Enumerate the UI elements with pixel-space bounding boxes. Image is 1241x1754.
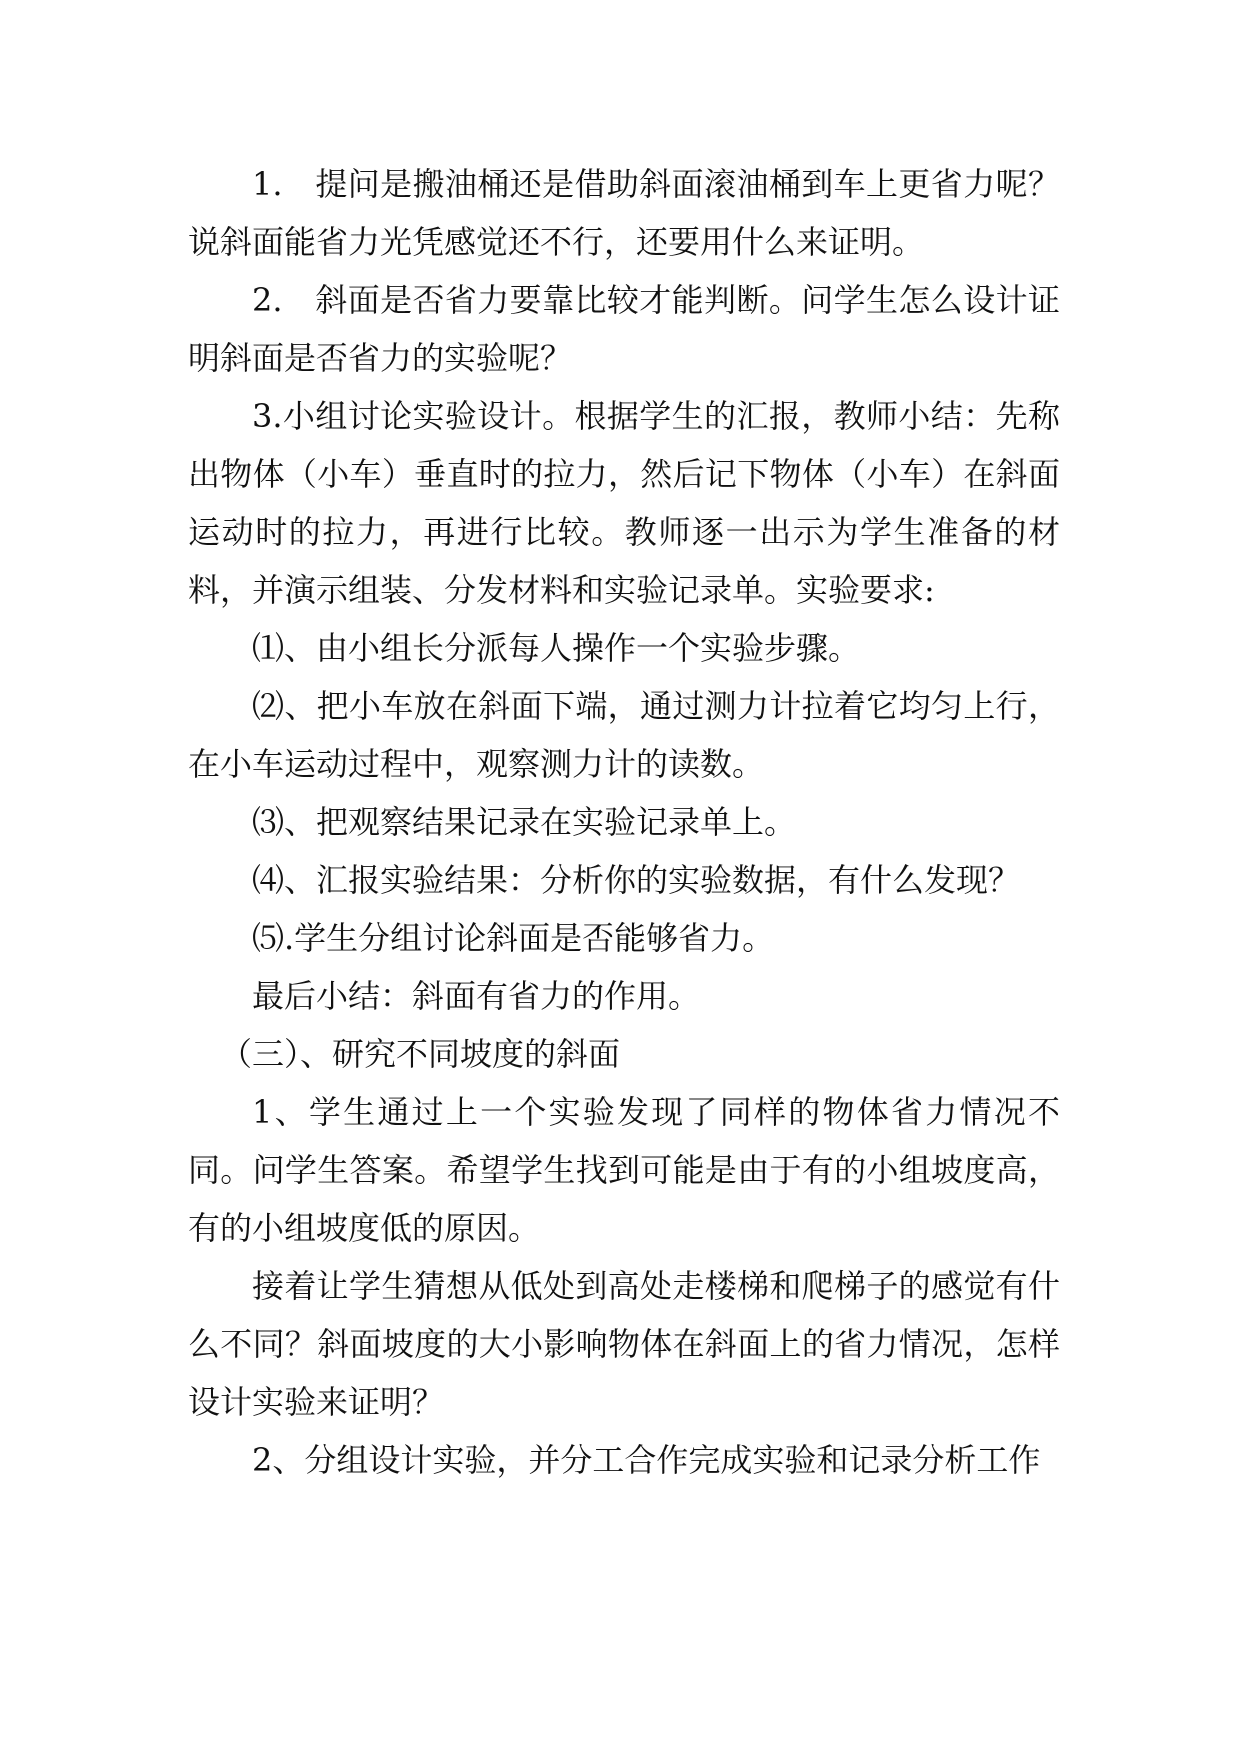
- paragraph-summary: 最后小结：斜面有省力的作用。: [252, 977, 701, 1015]
- paragraph-requirement-2: ⑵、把小车放在斜面下端，通过测力计拉着它均匀上行，在小车运动过程中，观察测力计的读数。: [188, 687, 1060, 783]
- paragraph-requirement-4: ⑷、汇报实验结果：分析你的实验数据，有什么发现？: [252, 861, 1021, 899]
- paragraph-requirement-5: ⑸.学生分组讨论斜面是否能够省力。: [252, 919, 775, 957]
- section-heading: （三）、研究不同坡度的斜面: [220, 1035, 621, 1073]
- paragraph-step-2: 2. 斜面是否省力要靠比较才能判断。问学生怎么设计证明斜面是否省力的实验呢？: [188, 281, 1060, 377]
- paragraph-section3-step-1: 1、学生通过上一个实验发现了同样的物体省力情况不同。问学生答案。希望学生找到可能是由于有的小组坡度高，有的小组坡度低的原因。: [188, 1093, 1060, 1247]
- paragraph-step-3: 3.小组讨论实验设计。根据学生的汇报，教师小结：先称出物体（小车）垂直时的拉力，然后记下物体（小车）在斜面运动时的拉力，再进行比较。教师逐一出示为学生准备的材料，并演示组装、分发材料和实验记录单。实验要求:: [188, 397, 1060, 609]
- paragraph-requirement-3: ⑶、把观察结果记录在实验记录单上。: [252, 803, 797, 841]
- paragraph-step-1: 1. 提问是搬油桶还是借助斜面滚油桶到车上更省力呢？说斜面能省力光凭感觉还不行，还要用什么来证明。: [188, 165, 1060, 261]
- paragraph-section3-step-2: 2、分组设计实验，并分工合作完成实验和记录分析工作: [252, 1441, 1041, 1479]
- paragraph-section3-guess: 接着让学生猜想从低处到高处走楼梯和爬梯子的感觉有什么不同？斜面坡度的大小影响物体在斜面上的省力情况，怎样设计实验来证明？: [188, 1267, 1060, 1421]
- document-body: [188, 155, 1060, 1489]
- paragraph-requirement-1: ⑴、由小组长分派每人操作一个实验步骤。: [252, 629, 861, 667]
